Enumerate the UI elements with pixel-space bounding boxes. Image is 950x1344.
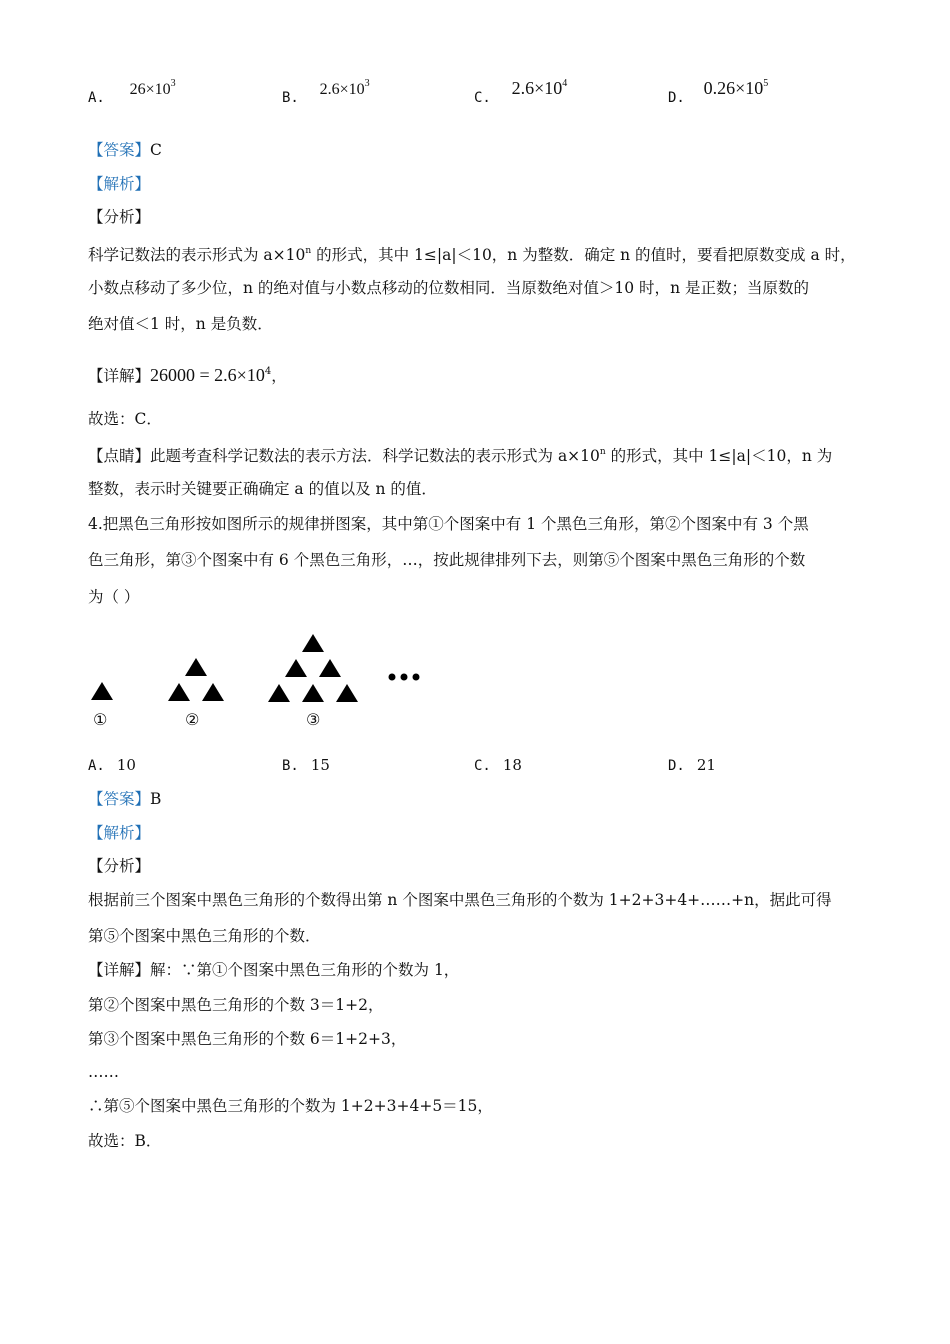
q3-answer: 【答案】C (88, 141, 162, 159)
q3-fenxi-tag: 【分析】 (88, 208, 151, 226)
q4-option-a: A. 10 (88, 756, 136, 774)
q3-option-b: B. $2.6\times 10^3$ (282, 78, 370, 106)
q3-choose: 故选：C． (88, 410, 162, 428)
q4-detail-line-3: 第③个图案中黑色三角形的个数 6＝1+2+3， (88, 1030, 407, 1048)
q4-option-b: B. 15 (282, 756, 330, 774)
q4-choose: 故选：B． (88, 1132, 162, 1150)
q3-option-c: C. $2.6\times 10^4$ (474, 78, 568, 106)
triangle-3-1 (302, 634, 324, 652)
q4-fenxi-line-1: 根据前三个图案中黑色三角形的个数得出第 n 个图案中黑色三角形的个数为 1+2+3+4+……+n，据此可得 (88, 891, 832, 909)
q4-analysis-tag: 【解析】 (88, 824, 151, 842)
q4-detail-line-5: ∴第⑤个图案中黑色三角形的个数为 1+2+3+4+5＝15， (88, 1097, 493, 1115)
q4-fenxi-tag: 【分析】 (88, 857, 151, 875)
triangle-pattern-svg (88, 628, 428, 708)
q4-options (88, 756, 868, 786)
q4-option-d: D. 21 (668, 756, 716, 774)
triangle-3-4 (268, 684, 290, 702)
q4-stem-line-2: 色三角形，第③个图案中有 6 个黑色三角形，…，按此规律排列下去，则第⑤个图案中黑色三角形的个数 (88, 551, 806, 569)
ellipsis-dot (401, 674, 408, 681)
q3-options (88, 78, 868, 116)
triangle-2-1 (185, 658, 207, 676)
q4-detail-line-1: 【详解】解：∵第①个图案中黑色三角形的个数为 1， (88, 961, 460, 979)
q4-detail-line-4: …… (88, 1063, 119, 1081)
q3-fenxi-line-2: 小数点移动了多少位，n 的绝对值与小数点移动的位数相同．当原数绝对值＞10 时，n 是正数；当原数的 (88, 279, 809, 297)
q3-analysis-tag: 【解析】 (88, 175, 151, 193)
triangle-3-5 (302, 684, 324, 702)
q4-stem-line-1: 4.把黑色三角形按如图所示的规律拼图案，其中第①个图案中有 1 个黑色三角形，第②个图案中有 3 个黑 (88, 515, 809, 533)
triangle-2-2 (168, 683, 190, 701)
triangle-2-3 (202, 683, 224, 701)
ellipsis-dot (413, 674, 420, 681)
triangle-1-1 (91, 682, 113, 700)
ellipsis-dot (389, 674, 396, 681)
q3-dianjing-line-1: 【点睛】此题考查科学记数法的表示方法．科学记数法的表示形式为 $a\times 10^n$ 的形式，其中 1≤|a|＜10，n 为 (88, 447, 833, 465)
q4-stem-line-3: 为（ ） (88, 588, 140, 606)
q4-detail-line-2: 第②个图案中黑色三角形的个数 3＝1+2， (88, 996, 384, 1014)
q4-option-c: C. 18 (474, 756, 522, 774)
figure-label-2: ② (185, 710, 200, 729)
figure-label-1: ① (93, 710, 108, 729)
q4-answer: 【答案】B (88, 790, 162, 808)
q4-fenxi-line-2: 第⑤个图案中黑色三角形的个数． (88, 927, 321, 945)
q3-option-a: A. $26\times 10^3$ (88, 78, 176, 106)
triangle-pattern-figure (88, 628, 428, 738)
triangle-3-2 (285, 659, 307, 677)
q3-dianjing-line-2: 整数，表示时关键要正确确定 a 的值以及 n 的值． (88, 480, 437, 498)
q3-fenxi-line-1: 科学记数法的表示形式为 $a\times 10^n$ 的形式，其中 1≤|a|＜10，n 为整数．确定 n 的值时，要看把原数变成 a 时， (88, 246, 856, 264)
q3-detail: 【详解】$26000 = 2.6\times 10^4$， (88, 365, 287, 385)
triangle-3-3 (319, 659, 341, 677)
figure-label-3: ③ (306, 710, 321, 729)
q3-option-d: D. $0.26\times 10^5$ (668, 78, 769, 106)
q3-fenxi-line-3: 绝对值＜1 时，n 是负数． (88, 315, 273, 333)
triangle-3-6 (336, 684, 358, 702)
